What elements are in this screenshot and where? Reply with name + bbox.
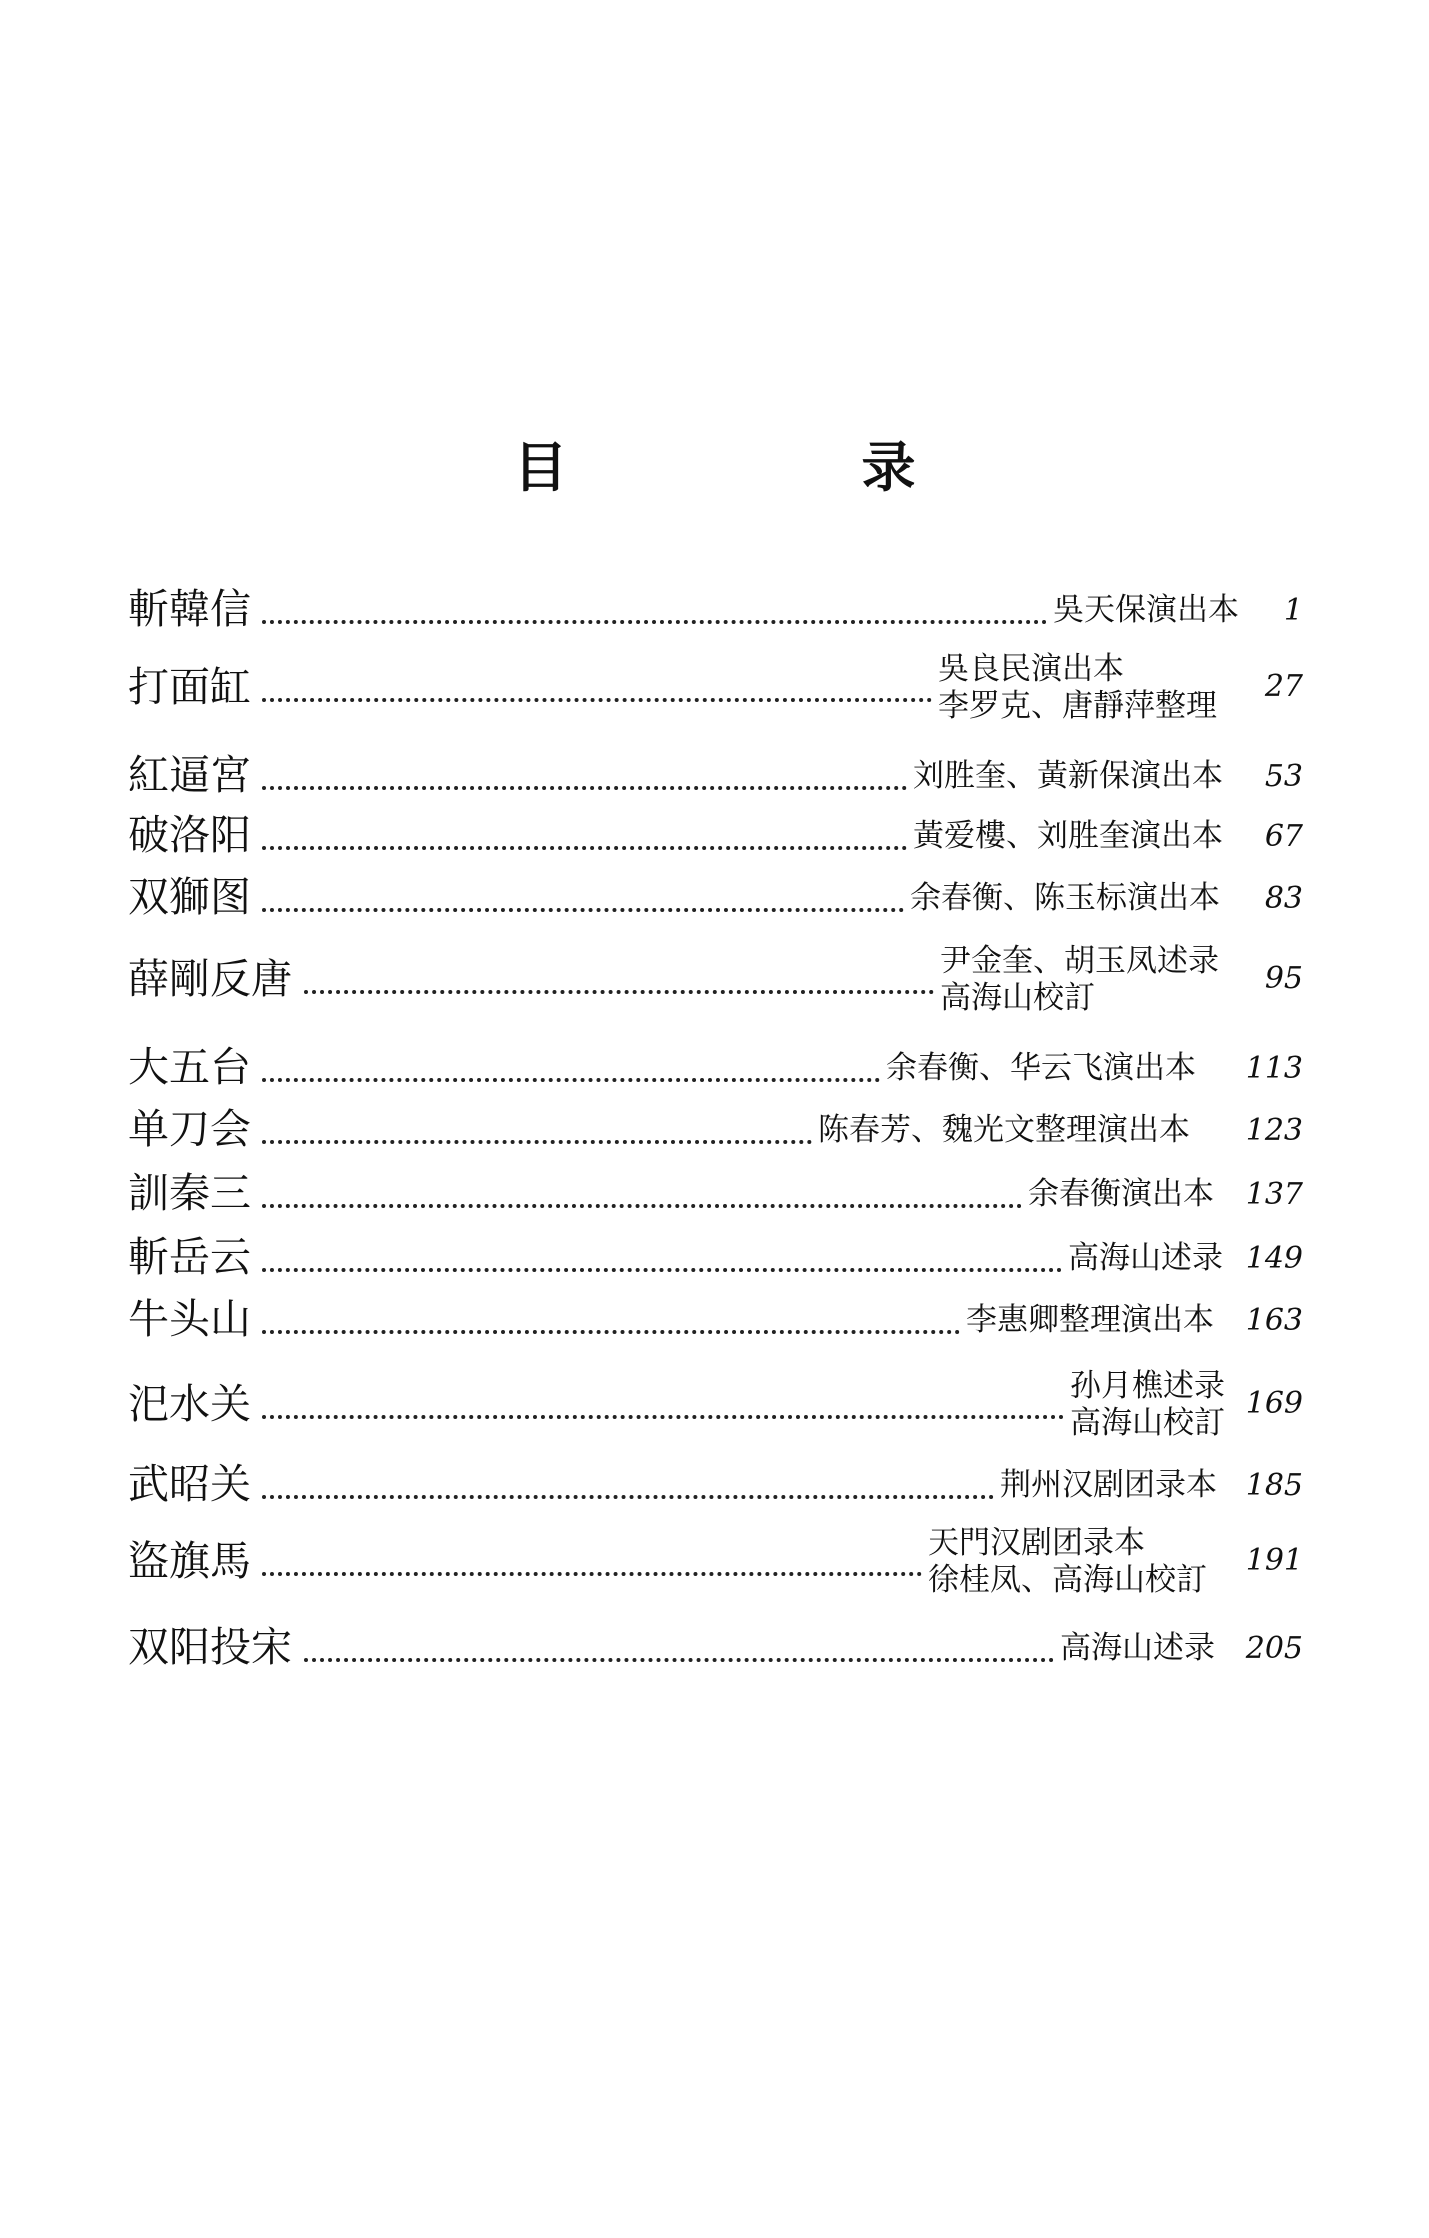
entry-credit	[1000, 1467, 1217, 1503]
credit-line: 高海山校訂	[1070, 1405, 1225, 1441]
credit-line: 余春衡、华云飞演出本	[886, 1050, 1196, 1086]
page-number: 191	[1245, 1543, 1303, 1578]
credit-line: 孙月樵述录	[1070, 1368, 1225, 1404]
page-number: 53	[1264, 759, 1303, 794]
toc-entry	[128, 1445, 1303, 1525]
leader-dots	[262, 698, 932, 702]
entry-title: 双獅图	[128, 877, 255, 918]
entry-credit	[913, 818, 1223, 854]
credit-line: 刘胜奎、黃新保演出本	[913, 758, 1223, 794]
entry-credit	[910, 880, 1220, 916]
toc-entry	[128, 1608, 1303, 1688]
page-title: 目 录	[513, 435, 1036, 499]
toc-entry	[128, 940, 1303, 1020]
entry-title: 大五台	[128, 1047, 255, 1088]
credit-line: 吳良民演出本	[938, 651, 1124, 687]
leader-dots	[262, 1204, 1022, 1208]
entry-credit	[928, 1525, 1207, 1602]
leader-dots	[262, 620, 1047, 624]
credit-line: 高海山述录	[1060, 1630, 1215, 1666]
entry-credit	[913, 758, 1223, 794]
toc-entry	[128, 1365, 1303, 1445]
leader-dots	[262, 846, 907, 850]
entry-credit	[1060, 1630, 1215, 1666]
entry-title: 薛剛反唐	[128, 959, 296, 1000]
entry-title: 单刀会	[128, 1109, 255, 1150]
credit-line: 荆州汉剧团录本	[1000, 1467, 1217, 1503]
entry-title: 訓秦三	[128, 1173, 255, 1214]
entry-title: 紅逼宮	[128, 755, 255, 796]
entry-credit	[966, 1302, 1214, 1338]
leader-dots	[262, 908, 904, 912]
page-number: 27	[1264, 669, 1303, 704]
page-number: 113	[1245, 1051, 1303, 1086]
leader-dots	[262, 1140, 812, 1144]
credit-line: 高海山校訂	[940, 980, 1095, 1016]
credit-line: 天門汉剧团录本	[928, 1525, 1145, 1561]
leader-dots	[262, 1330, 960, 1334]
credit-line: 尹金奎、胡玉凤述录	[940, 943, 1219, 979]
entry-title: 武昭关	[128, 1464, 255, 1505]
entry-title: 盜旗馬	[128, 1541, 255, 1582]
credit-line: 李罗克、唐靜萍整理	[938, 688, 1217, 724]
leader-dots	[262, 786, 907, 790]
entry-title: 汜水关	[128, 1384, 255, 1425]
page-number: 95	[1264, 961, 1303, 996]
page-number: 185	[1245, 1468, 1303, 1503]
credit-line: 余春衡、陈玉标演出本	[910, 880, 1220, 916]
toc-entry	[128, 1522, 1303, 1602]
credit-line: 吳天保演出本	[1053, 592, 1239, 628]
entry-credit	[1053, 592, 1239, 628]
page-number: 137	[1245, 1177, 1303, 1212]
leader-dots	[304, 1658, 1054, 1662]
leader-dots	[262, 1078, 880, 1082]
leader-dots	[262, 1572, 922, 1576]
toc-entry	[128, 570, 1303, 650]
entry-title: 斬岳云	[128, 1237, 255, 1278]
entry-credit	[886, 1050, 1196, 1086]
leader-dots	[262, 1415, 1064, 1419]
credit-line: 高海山述录	[1068, 1240, 1223, 1276]
page-number: 205	[1245, 1631, 1303, 1666]
entry-credit	[940, 943, 1219, 1020]
leader-dots	[262, 1495, 994, 1499]
toc-entry	[128, 648, 1303, 728]
toc-entry	[128, 1280, 1303, 1360]
page-number: 169	[1245, 1386, 1303, 1421]
leader-dots	[304, 990, 934, 994]
page-number: 149	[1245, 1241, 1303, 1276]
entry-credit	[1028, 1176, 1214, 1212]
entry-credit	[818, 1112, 1190, 1148]
entry-title: 斬韓信	[128, 589, 255, 630]
entry-title: 打面缸	[128, 667, 255, 708]
entry-credit	[1068, 1240, 1223, 1276]
page-number: 1	[1283, 593, 1303, 628]
page-number: 123	[1245, 1113, 1303, 1148]
credit-line: 陈春芳、魏光文整理演出本	[818, 1112, 1190, 1148]
entry-credit	[938, 651, 1217, 728]
page-number: 163	[1245, 1303, 1303, 1338]
credit-line: 徐桂凤、高海山校訂	[928, 1562, 1207, 1598]
page-number: 83	[1264, 881, 1303, 916]
credit-line: 李惠卿整理演出本	[966, 1302, 1214, 1338]
entry-title: 牛头山	[128, 1299, 255, 1340]
entry-title: 双阳投宋	[128, 1627, 296, 1668]
toc-entry	[128, 858, 1303, 938]
page-number: 67	[1264, 819, 1303, 854]
credit-line: 黃爱樓、刘胜奎演出本	[913, 818, 1223, 854]
credit-line: 余春衡演出本	[1028, 1176, 1214, 1212]
entry-credit	[1070, 1368, 1225, 1445]
entry-title: 破洛阳	[128, 815, 255, 856]
leader-dots	[262, 1268, 1062, 1272]
